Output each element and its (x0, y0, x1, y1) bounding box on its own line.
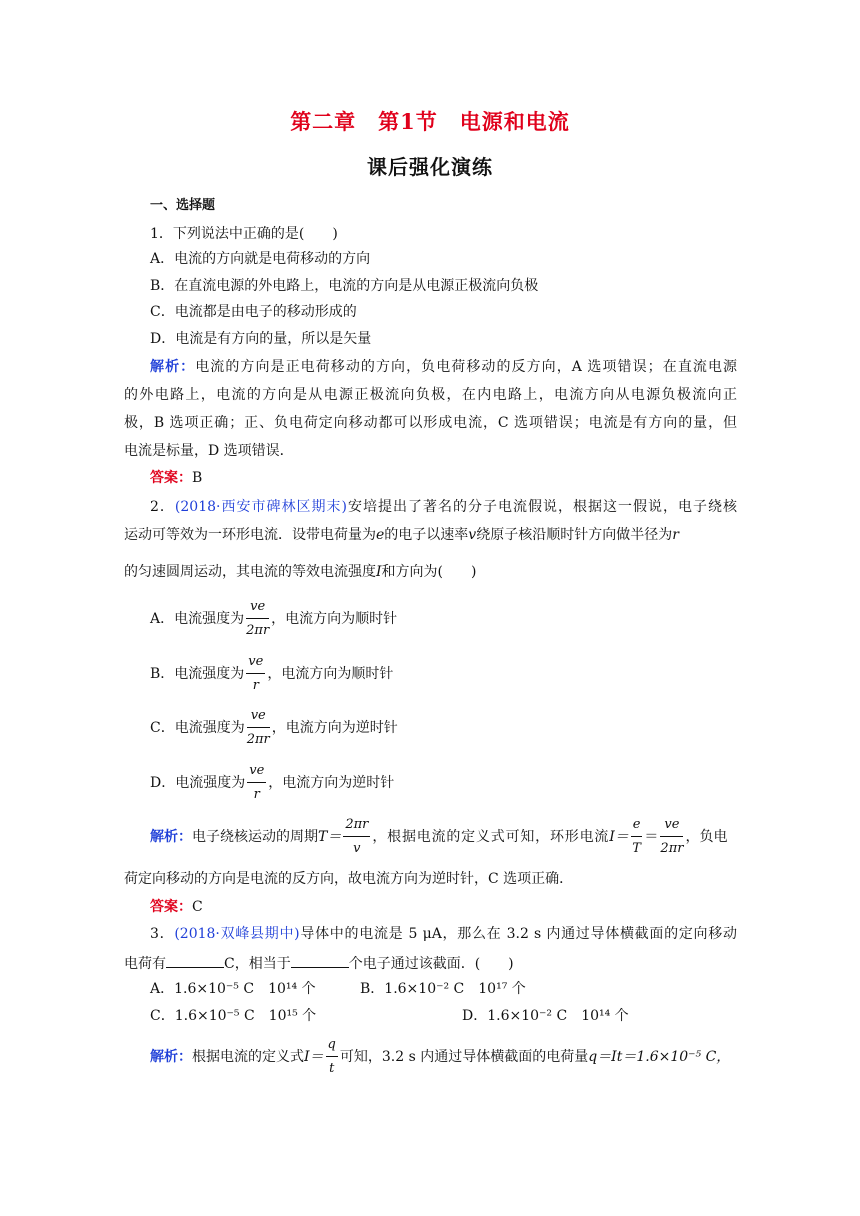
page-subtitle: 课后强化演练 (367, 155, 493, 179)
q2-option-d: D．电流强度为 $\frac{ve}{r}$ ，电流方向为逆时针 (150, 763, 395, 802)
fraction: $\frac{ve}{r}$ (248, 654, 264, 693)
q1-analysis-line-4: 电流是标量，D 选项错误． (124, 443, 294, 459)
q2-option-b: B．电流强度为 $\frac{ve}{r}$ ，电流方向为顺时针 (150, 654, 394, 693)
fraction: $\frac{e}{T}$ (632, 817, 641, 856)
answer-blank (166, 955, 224, 968)
fraction: $\frac{ve}{r}$ (249, 763, 265, 802)
fraction: $\frac{ve}{2\pi r}$ (246, 708, 270, 747)
analysis-label: 解析： (150, 1049, 192, 1065)
answer-label: 答案： (150, 899, 192, 915)
q2-answer: 答案：C (150, 899, 203, 915)
section-heading: 一、选择题 (150, 198, 216, 213)
q1-option-b: B．在直流电源的外电路上，电流的方向是从电源正极流向负极 (150, 278, 539, 294)
fraction: $\frac{2\pi r}{v}$ (345, 817, 369, 856)
q2-source: (2018·西安市碑林区期末) (174, 499, 347, 515)
q2-option-a: A．电流强度为 $\frac{ve}{2\pi r}$ ，电流方向为顺时针 (150, 599, 398, 638)
q2-stem-line-1: 2．(2018·西安市碑林区期末)安培提出了著名的分子电流假说，根据这一假说，电子绕核 (150, 499, 737, 515)
q3-option-c: C．1.6×10⁻⁵ C 10¹⁵ 个 (150, 1008, 317, 1024)
q1-analysis-line-3: 极，B 选项正确；正、负电荷定向移动都可以形成电流，C 选项错误；电流是有方向的量，但 (124, 415, 737, 431)
analysis-label: 解析： (150, 359, 196, 375)
q1-analysis-line-2: 的外电路上，电流的方向是从电源正极流向负极，在内电路上，电流方向从电源负极流向正 (124, 387, 737, 403)
q1-stem: 1．下列说法中正确的是( ) (150, 226, 338, 242)
q1-answer: 答案：B (150, 470, 203, 486)
q3-analysis-line-1: 解析：根据电流的定义式I＝ $\frac{q}{t}$ 可知，3.2 s 内通过导体横截面的电荷量q＝It＝1.6×10⁻⁵ C， (150, 1037, 731, 1076)
q2-option-c: C．电流强度为 $\frac{ve}{2\pi r}$ ，电流方向为逆时针 (150, 708, 398, 747)
q1-option-d: D．电流是有方向的量，所以是矢量 (150, 331, 372, 347)
q1-option-a: A．电流的方向就是电荷移动的方向 (150, 251, 371, 267)
q3-option-d: D．1.6×10⁻² C 10¹⁴ 个 (462, 1008, 629, 1024)
q3-source: (2018·双峰县期中) (174, 926, 300, 942)
answer-label: 答案： (150, 470, 192, 486)
fraction: $\frac{q}{t}$ (327, 1037, 336, 1076)
analysis-label: 解析： (150, 829, 192, 845)
q1-analysis-line-1: 解析：电流的方向是正电荷移动的方向，负电荷移动的反方向，A 选项错误；在直流电源 (150, 359, 738, 375)
q2-analysis-line-1: 解析：电子绕核运动的周期T＝ $\frac{2\pi r}{v}$ ，根据电流的定义式可知，环形电流I＝ $\frac{e}{T}$ ＝ $\frac{ve}{2\pi r}$ ，负电 (150, 817, 728, 856)
q1-option-c: C．电流都是由电子的移动形成的 (150, 304, 357, 320)
q3-option-b: B．1.6×10⁻² C 10¹⁷ 个 (360, 981, 526, 997)
q2-stem-line-3: 的匀速圆周运动，其电流的等效电流强度I和方向为( ) (124, 564, 477, 580)
q2-analysis-line-2: 荷定向移动的方向是电流的反方向，故电流方向为逆时针，C 选项正确． (124, 871, 574, 887)
answer-blank (291, 955, 349, 968)
q3-stem-line-1: 3．(2018·双峰县期中)导体中的电流是 5 μA，那么在 3.2 s 内通过导体横截面的定向移动 (150, 926, 737, 942)
chapter-title: 第二章 第1节 电源和电流 (290, 109, 570, 134)
q3-option-a: A．1.6×10⁻⁵ C 10¹⁴ 个 (150, 981, 316, 997)
fraction: $\frac{ve}{2\pi r}$ (246, 599, 270, 638)
fraction: $\frac{ve}{2\pi r}$ (660, 817, 684, 856)
q3-stem-line-2: 电荷有 C，相当于 个电子通过该截面．( ) (124, 956, 514, 972)
q2-stem-line-2: 运动可等效为一环形电流．设带电荷量为e的电子以速率v绕原子核沿顺时针方向做半径为r (124, 527, 679, 543)
